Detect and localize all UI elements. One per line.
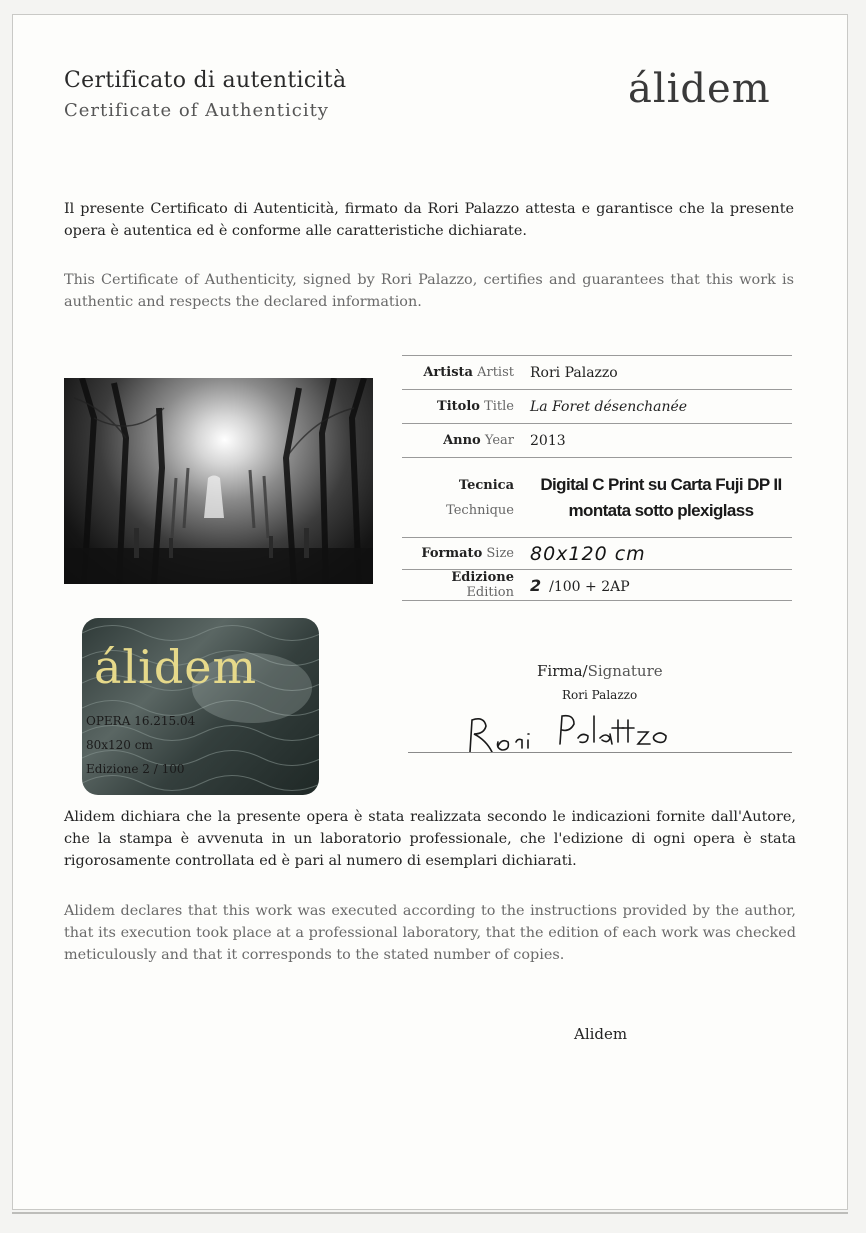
page-edge	[12, 1212, 848, 1214]
declaration-italian: Alidem dichiara che la presente opera è stata realizzata secondo le indicazioni fornite dall'Autore, che la stampa è avvenuta in un laboratorio professionale, che l'edizione di ogni opera è stata rigorosamente controllata ed è pari al numero di esemplari dichiarati.	[64, 809, 796, 869]
year-label-it: Anno	[443, 433, 481, 448]
edition-label-it: Edizione	[451, 570, 514, 585]
forest-illustration	[64, 378, 373, 584]
technique-line-2: montata sotto plexiglass	[568, 500, 754, 520]
artist-row	[402, 355, 792, 389]
sign-off: Alidem	[574, 1025, 628, 1043]
signer-name: Rori Palazzo	[562, 688, 638, 702]
signature-label	[537, 662, 663, 680]
year-row	[402, 423, 792, 457]
title-value: La Foret désenchanée	[530, 398, 688, 415]
signature-line	[408, 752, 792, 753]
artist-label-en: Artist	[477, 365, 514, 380]
declaration-english: Alidem declares that this work was executed according to the instructions provided by the author, that its execution took place at a professional laboratory, that the edition of each work was checked meticulously and that it corresponds to the stated number of copies.	[64, 903, 796, 963]
intro-italian: Il presente Certificato di Autenticità, firmato da Rori Palazzo attesta e garantisce che la presente opera è autentica ed è conforme alle caratteristiche dichiarate.	[64, 201, 794, 239]
technique-stamp	[528, 472, 792, 524]
year-value: 2013	[530, 432, 566, 449]
title-label-en: Title	[484, 399, 514, 414]
intro-english: This Certificate of Authenticity, signed by Rori Palazzo, certifies and guarantees that this work is authentic and respects the declared information.	[64, 272, 794, 310]
hologram-edition: Edizione 2 / 100	[86, 762, 185, 776]
artist-label-it: Artista	[423, 365, 473, 380]
hologram-size: 80x120 cm	[86, 738, 153, 752]
technique-row	[402, 457, 792, 537]
edition-value	[528, 576, 792, 595]
size-value-handwritten: 80x120 cm	[530, 542, 646, 565]
edition-row	[402, 569, 792, 601]
hologram-serial: OPERA 16.215.04	[86, 714, 196, 728]
hologram-logo: álidem	[94, 640, 258, 694]
year-label-en: Year	[484, 433, 514, 448]
title-italian: Certificato di autenticità	[64, 68, 347, 93]
artwork-details-table	[402, 355, 792, 601]
signature-label-en: Signature	[587, 662, 663, 680]
edition-number-handwritten: 2	[530, 575, 542, 595]
size-label-en: Size	[486, 546, 514, 561]
artist-value: Rori Palazzo	[530, 364, 618, 381]
signature-label-it: Firma/	[537, 662, 588, 680]
title-row	[402, 389, 792, 423]
handwritten-signature	[462, 712, 682, 756]
certificate-sheet	[12, 14, 848, 1210]
title-label-it: Titolo	[437, 399, 480, 414]
edition-label-en: Edition	[466, 585, 514, 600]
size-row	[402, 537, 792, 569]
edition-total: /100 + 2AP	[549, 578, 630, 595]
technique-label-en: Technique	[446, 502, 514, 518]
size-label-it: Formato	[421, 546, 483, 561]
hologram-sticker	[82, 618, 319, 795]
technique-label-it: Tecnica	[458, 477, 514, 493]
artwork-photo	[64, 378, 373, 584]
alidem-logo: álidem	[628, 66, 771, 112]
technique-line-1: Digital C Print su Carta Fuji DP II	[540, 474, 782, 494]
title-english: Certificate of Authenticity	[64, 100, 329, 121]
